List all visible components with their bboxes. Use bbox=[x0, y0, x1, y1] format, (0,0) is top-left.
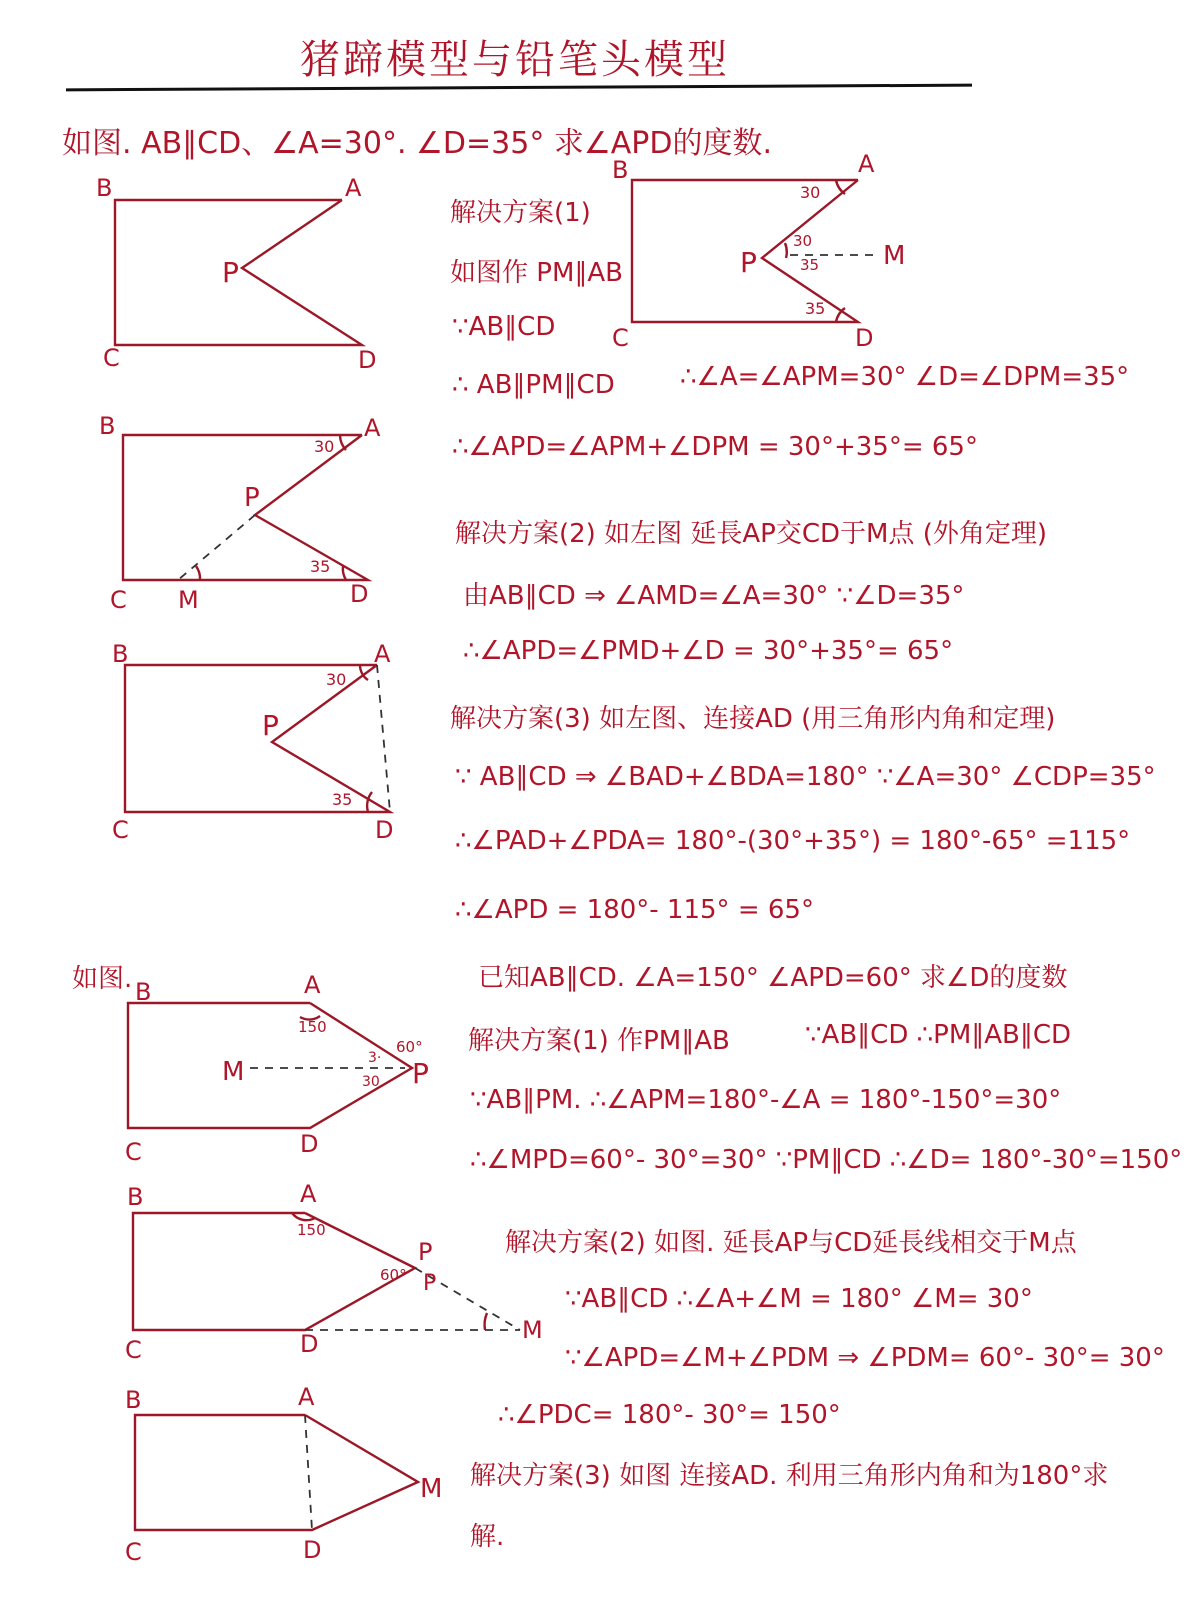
label-d: D bbox=[350, 580, 369, 608]
p1-s2-line: 由AB∥CD ⇒ ∠AMD=∠A=30° ∵∠D=35° bbox=[463, 581, 965, 611]
p2-s1-line: ∵AB∥PM. ∴∠APM=180°-∠A = 180°-150°=30° bbox=[470, 1085, 1062, 1115]
p2-s2-heading: 解决方案(2) 如图. 延長AP与CD延長线相交于M点 bbox=[505, 1228, 1077, 1258]
p1-s3-heading: 解决方案(3) 如左图、连接AD (用三角形内角和定理) bbox=[450, 704, 1056, 734]
figure-1 bbox=[96, 174, 376, 374]
p1-s2-line: ∴∠APD=∠PMD+∠D = 30°+35°= 65° bbox=[463, 636, 954, 666]
label-p: P bbox=[222, 256, 239, 289]
label-b: B bbox=[127, 1183, 144, 1211]
label-b: B bbox=[125, 1386, 142, 1414]
label-m: M bbox=[178, 586, 199, 614]
label-p: P bbox=[423, 1271, 437, 1296]
p1-s1-line: ∴ AB∥PM∥CD bbox=[452, 370, 615, 400]
label-m: M bbox=[222, 1057, 245, 1087]
figure-1-aux bbox=[612, 150, 905, 352]
label-a: A bbox=[298, 1383, 315, 1411]
problem1-statement: 如图. AB∥CD、∠A=30°. ∠D=35° 求∠APD的度数. bbox=[62, 126, 773, 161]
label-b: B bbox=[96, 174, 113, 202]
p2-s1-line: ∴∠MPD=60°- 30°=30° ∵PM∥CD ∴∠D= 180°-30°=150° bbox=[470, 1145, 1183, 1175]
p2-s1-heading: 解决方案(1) 作PM∥AB bbox=[468, 1026, 730, 1056]
label-m: M bbox=[420, 1474, 443, 1504]
label-m: M bbox=[883, 241, 906, 271]
p2-s2-line: ∵AB∥CD ∴∠A+∠M = 180° ∠M= 30° bbox=[565, 1284, 1033, 1314]
p1-s1-line: ∵AB∥CD bbox=[452, 312, 556, 342]
p2-s3-heading: 解决方案(3) 如图 连接AD. 利用三角形内角和为180°求 bbox=[470, 1461, 1109, 1491]
p2-s2-line: ∴∠PDC= 180°- 30°= 150° bbox=[498, 1400, 841, 1430]
label-d: D bbox=[375, 816, 394, 844]
label-a: A bbox=[374, 640, 391, 668]
label-p: P bbox=[418, 1238, 433, 1266]
p2-s3-tail: 解. bbox=[470, 1522, 505, 1552]
problem2-statement: 已知AB∥CD. ∠A=150° ∠APD=60° 求∠D的度数 bbox=[478, 963, 1068, 993]
angle-150: 150 bbox=[298, 1018, 327, 1036]
problem2-label: 如图. bbox=[72, 964, 133, 994]
label-a: A bbox=[300, 1180, 317, 1208]
angle-60: 60° bbox=[380, 1266, 407, 1284]
label-a: A bbox=[364, 414, 381, 442]
figure-4 bbox=[125, 971, 429, 1166]
angle-30: 30 bbox=[326, 670, 347, 689]
label-c: C bbox=[612, 324, 629, 352]
angle-3: 3· bbox=[368, 1050, 382, 1066]
p1-s2-heading: 解决方案(2) 如左图 延長AP交CD于M点 (外角定理) bbox=[455, 519, 1047, 549]
label-p: P bbox=[740, 246, 757, 279]
label-a: A bbox=[858, 150, 875, 178]
label-c: C bbox=[103, 344, 120, 372]
label-d: D bbox=[358, 346, 377, 374]
label-d: D bbox=[300, 1330, 319, 1358]
label-b: B bbox=[612, 156, 629, 184]
label-d: D bbox=[303, 1536, 322, 1564]
figure-2 bbox=[99, 412, 381, 614]
angle-35: 35 bbox=[800, 256, 820, 274]
angle-30: 30 bbox=[800, 183, 821, 202]
label-a: A bbox=[304, 971, 321, 999]
angle-150: 150 bbox=[297, 1221, 326, 1239]
angle-30: 30 bbox=[362, 1074, 380, 1090]
label-d: D bbox=[855, 324, 874, 352]
angle-35: 35 bbox=[805, 299, 826, 318]
label-m: M bbox=[522, 1316, 543, 1344]
label-b: B bbox=[99, 412, 116, 440]
p1-s3-line: ∴∠PAD+∠PDA= 180°-(30°+35°) = 180°-65° =115° bbox=[455, 826, 1131, 856]
label-c: C bbox=[125, 1138, 142, 1166]
angle-60: 60° bbox=[396, 1038, 423, 1056]
label-p: P bbox=[412, 1057, 429, 1090]
angle-35: 35 bbox=[332, 790, 353, 809]
label-a: A bbox=[345, 174, 362, 202]
label-b: B bbox=[112, 640, 129, 668]
label-c: C bbox=[112, 816, 129, 844]
figure-5 bbox=[125, 1180, 543, 1364]
figure-6 bbox=[125, 1383, 442, 1566]
label-p: P bbox=[244, 483, 260, 513]
angle-30: 30 bbox=[314, 437, 335, 456]
p1-s1-line: ∴∠APD=∠APM+∠DPM = 30°+35°= 65° bbox=[452, 432, 978, 462]
label-p: P bbox=[262, 709, 279, 742]
angle-35: 35 bbox=[310, 557, 331, 576]
p1-s1-heading: 解决方案(1) bbox=[450, 198, 591, 228]
p1-s1-line: ∴∠A=∠APM=30° ∠D=∠DPM=35° bbox=[680, 362, 1130, 392]
p1-s3-line: ∵ AB∥CD ⇒ ∠BAD+∠BDA=180° ∵∠A=30° ∠CDP=35° bbox=[455, 762, 1156, 792]
label-b: B bbox=[135, 978, 152, 1006]
label-c: C bbox=[125, 1538, 142, 1566]
p1-s3-line: ∴∠APD = 180°- 115° = 65° bbox=[455, 895, 814, 925]
p2-s2-line: ∵∠APD=∠M+∠PDM ⇒ ∠PDM= 60°- 30°= 30° bbox=[565, 1343, 1165, 1373]
label-c: C bbox=[110, 586, 127, 614]
label-c: C bbox=[125, 1336, 142, 1364]
label-d: D bbox=[300, 1130, 319, 1158]
page-title: 猪蹄模型与铅笔头模型 bbox=[300, 37, 730, 83]
angle-30: 30 bbox=[793, 232, 813, 250]
p1-s1-line: 如图作 PM∥AB bbox=[450, 258, 623, 288]
p2-s1-line: ∵AB∥CD ∴PM∥AB∥CD bbox=[805, 1020, 1072, 1050]
figure-3 bbox=[112, 640, 393, 844]
